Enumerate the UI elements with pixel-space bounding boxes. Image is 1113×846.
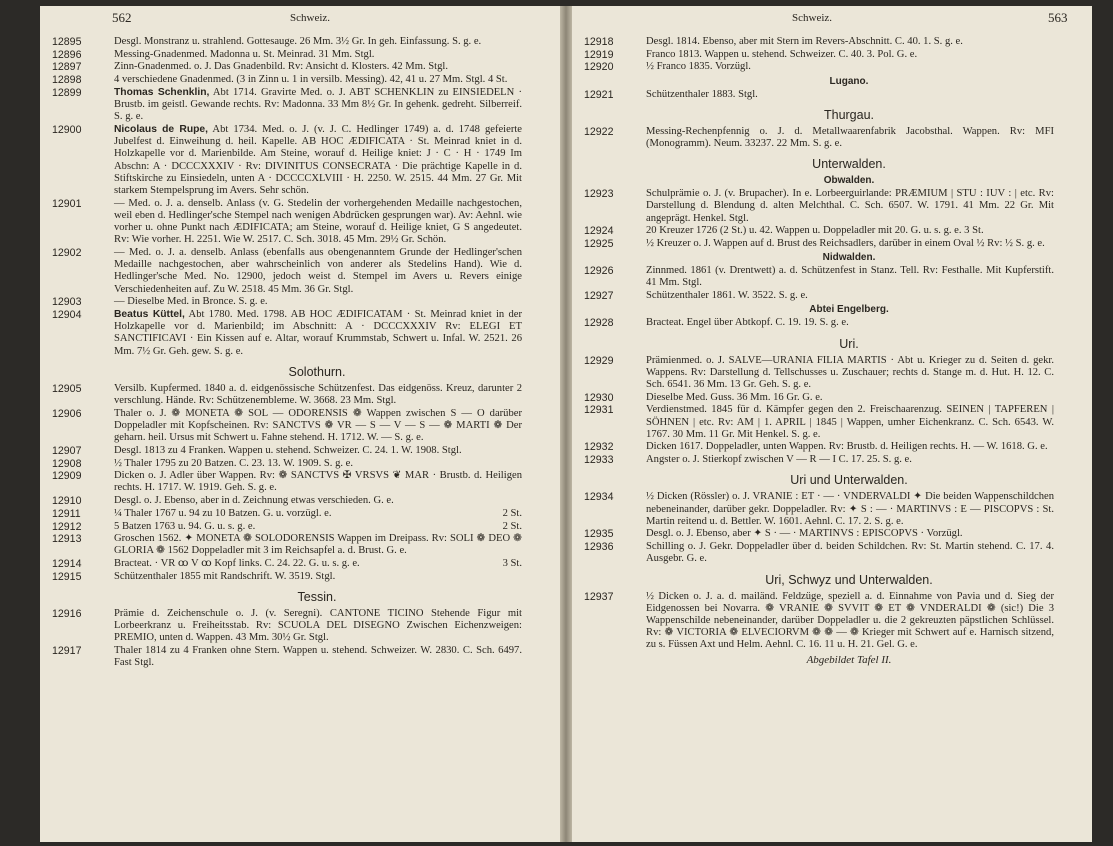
catalog-entry: [584, 355, 1054, 392]
book-gutter: [560, 6, 572, 842]
entry-text: Messing-Rechenpfennig o. J. d. Metallwaarenfabrik Jacobsthal. Wappen. Rv: MFI (Monogramm). Neum. 33237. 22 Mm. S. g. e.: [646, 125, 1054, 150]
entry-number: 12929: [584, 354, 614, 367]
catalog-entry: [52, 495, 522, 507]
catalog-entry: [52, 608, 522, 645]
entry-text: Schützenthaler 1861. W. 3522. S. g. e.: [646, 290, 808, 302]
running-title: Schweiz.: [792, 12, 833, 24]
catalog-entry: [584, 404, 1054, 441]
entry-number: 12898: [52, 74, 82, 87]
catalog-entry: [52, 533, 522, 557]
entry-number: 12928: [584, 317, 614, 330]
entry-number: 12900: [52, 123, 82, 136]
entry-number: 12927: [584, 290, 614, 303]
section-heading: Uri, Schwyz und Unterwalden.: [765, 572, 933, 587]
entry-text: Dieselbe Med. Guss. 36 Mm. 16 Gr. G. e.: [646, 391, 823, 403]
entry-number: 12918: [584, 36, 614, 48]
catalog-entry: [52, 558, 522, 570]
catalog-entry: [52, 408, 522, 445]
catalog-entry: [52, 445, 522, 457]
entry-text: Schützenthaler 1883. Stgl.: [646, 88, 758, 100]
left-page: [40, 6, 560, 842]
entry-text: ½ Franco 1835. Vorzügl.: [646, 61, 751, 73]
entry-number: 12926: [584, 265, 614, 278]
catalog-entry: [584, 89, 1054, 101]
catalog-entry: [584, 188, 1054, 225]
catalog-entry: [584, 454, 1054, 466]
right-page: [572, 6, 1092, 842]
catalog-entry: [584, 126, 1054, 150]
left-column: [52, 36, 522, 670]
entry-text: Schützenthaler 1855 mit Randschrift. W. 3519. Stgl.: [114, 570, 336, 582]
entry-number: 12903: [52, 296, 82, 309]
catalog-entry: [584, 61, 1054, 73]
entry-number: 12930: [584, 391, 614, 404]
catalog-entry: [584, 541, 1054, 565]
entry-text: Desgl. 1813 zu 4 Franken. Wappen u. stehend. Schweizer. C. 24. 1. W. 1908. Stgl.: [114, 444, 462, 456]
entry-text: Prämienmed. o. J. SALVE—URANIA FILIA MARTIS · Abt u. Krieger zu d. Seiten d. gekr. Wappens. Rv: Darstellung d. Tellschusses u. Zuschauer; rechts d. Stange m. d. Hut. H. 12. C. Sch. 6541. 36 Mm. 13 Gr. Geh. S. g. e.: [646, 354, 1054, 390]
catalog-entry: [52, 645, 522, 669]
entry-text: Zinnmed. 1861 (v. Drentwett) a. d. Schützenfest in Stanz. Tell. Rv: Festhalle. Mit Kupferstift. 41 Mm. Stgl.: [646, 265, 1054, 289]
page-number: 562: [112, 10, 132, 25]
entry-text: Schilling o. J. Gekr. Doppeladler über d. beiden Schildchen. Rv: St. Martin stehend. C. 17. 4. Ausgebr. G. e.: [646, 541, 1054, 565]
subsection-heading: Abtei Engelberg.: [809, 304, 889, 316]
entry-text: Verdienstmed. 1845 für d. Kämpfer gegen den 2. Freischaarenzug. SEINEN | TAPFEREN | SÖHNEN | etc. Rv: AM | 1. APRIL | 1845 | Wappen, umher Eichenkranz. C. Sch. 6543. W. 1767. 30 Mm. 11 Gr. Mit Henkel. S. g. e.: [646, 404, 1054, 440]
entry-text: Dicken 1617. Doppeladler, unten Wappen. Rv: Brustb. d. Heiligen rechts. H. — W. 1618. G. e.: [646, 441, 1048, 453]
entry-number: 12911: [52, 507, 81, 520]
entry-number: 12917: [52, 645, 82, 658]
catalog-entry: [52, 247, 522, 296]
entry-text: 4 verschiedene Gnadenmed. (3 in Zinn u. 1 in versilb. Messing). 42, 41 u. 27 Mm. Stgl. 4 St.: [114, 74, 508, 86]
entry-number: 12920: [584, 61, 614, 74]
entry-text: ½ Dicken (Rössler) o. J. VRANIE : ET · — · VNDERVALDI ✦ Die beiden Wappenschildchen nebeneinander, darüber gekr. Doppeladler. Rv: ✦ S : — · MARTINVS : E — PISCOPVS : St. Martin reitend u. d. Bettler. W. 1601. Aehnl. C. 17. 2. S. g. e.: [646, 491, 1054, 527]
entry-text: Dicken o. J. Adler über Wappen. Rv: ❁ SANCTVS ✠ VRSVS ❦ MAR · Brustb. d. Heiligen rechts. H. 1717. W. 1919. Geh. S. g. e.: [114, 470, 522, 494]
entry-number: 12922: [584, 125, 614, 138]
catalog-entry: [584, 36, 1054, 48]
entry-text: — Med. o. J. a. denselb. Anlass (v. G. Stedelin der vorhergehenden Medaille nachgestochen, weil eben d. Hedlinger'sche Stempel nach wenigen Abdrücken gesprungen war). Av: Aehnl. wie vorher u. ohne Punkt nach ÆDIFICATA; am Steine, worauf d. Heilige kniet, G S angedeutet. Rv: Wie vorher. H. 2251. Wie W. 2517. C. Sch. 3018. 45 Mm. 29½ Gr. Schön.: [114, 197, 522, 246]
catalog-entry: [584, 290, 1054, 302]
entry-text: Thaler 1814 zu 4 Franken ohne Stern. Wappen u. stehend. Schweizer. W. 2830. C. Sch. 6497. Fast Stgl.: [114, 645, 522, 669]
right-column: [584, 36, 1054, 666]
entry-number: 12902: [52, 246, 82, 259]
subsection-heading: Lugano.: [829, 75, 869, 87]
entry-text: ½ Dicken o. J. a. d. mailänd. Feldzüge, speziell a. d. Einnahme von Pavia und d. Sieg der Eidgenossen bei Novarra. ❁ VRANIE ❁ SVVIT ❁ ET ❁ VNDERALDI ❁ (sic!) Die 3 Wappenschilde nebeneinander, darüber Doppeladler u. die 2 gekreuzten päpstlichen Schlüssel. Rv: ❁ VICTORIA ❁ ELVECIORVM ❁ ❁ — ❁ Krieger mit Schwert auf e. Harnisch sitzend, zu s. Füssen Axt und Helm. Aehnl. C. 16. 11 u. H. 21. Gel. G. e.: [646, 590, 1054, 651]
section-heading: Thurgau.: [823, 107, 875, 122]
entry-number: 12937: [584, 590, 614, 603]
catalog-entry: [52, 124, 522, 197]
entry-number: 12923: [584, 188, 614, 201]
entry-text: Desgl. Monstranz u. strahlend. Gottesauge. 26 Mm. 3½ Gr. In geh. Einfassung. S. g. e.: [114, 36, 482, 47]
entry-text: Bracteat. · VR ꝏ V ꝏ Kopf links. C. 24. 22. G. u. s. g. e.: [114, 558, 360, 570]
entry-number: 12936: [584, 541, 614, 554]
entry-count: 3 St.: [502, 558, 522, 570]
entry-text: Desgl. 1814. Ebenso, aber mit Stern im Revers-Abschnitt. C. 40. 1. S. g. e.: [646, 36, 963, 47]
entry-text: Angster o. J. Stierkopf zwischen V — R — I C. 17. 25. S. g. e.: [646, 454, 912, 466]
entry-count: 2 St.: [502, 507, 522, 519]
catalog-entry: [52, 296, 522, 308]
entry-text: Messing-Gnadenmed. Madonna u. St. Meinrad. 31 Mm. Stgl.: [114, 48, 375, 60]
entry-number: 12905: [52, 382, 82, 395]
entry-number: 12934: [584, 491, 614, 504]
section-heading: Uri und Unterwalden.: [790, 473, 908, 488]
entry-text: Abt 1734. Med. o. J. (v. J. C. Hedlinger 1749) a. d. 1748 gefeierte Jubelfest d. Einweihung d. heil. Kapelle. AB HOC ÆDIFICATA · St. Meinrad kniet in d. Holzkapelle vor d. Marienbilde. Am Steine, worauf d. Heilige kniet: J · C · H · 1749 Im Abschn: A · DCCCXXXIV · Rv: DIVINITUS CONSECRATA · Die prächtige Kapelle in d. Stiftskirche zu Einsiedeln, unten A · DCCCCXLVIII · H. 2250. W. 2515. 44 Mm. 27 Gr. Mit starkem Stempelsprung im Avers. Sehr schön.: [114, 123, 522, 196]
section-heading: Uri.: [839, 336, 859, 351]
entry-number: 12908: [52, 457, 82, 470]
entry-number: 12919: [584, 48, 614, 61]
catalog-entry: [584, 317, 1054, 329]
entry-number: 12904: [52, 308, 82, 321]
entry-number: 12906: [52, 407, 82, 420]
subsection-heading: Nidwalden.: [822, 252, 876, 264]
entry-text: Desgl. o. J. Ebenso, aber in d. Zeichnung etwas verschieden. G. e.: [114, 495, 394, 507]
entry-text: Franco 1813. Wappen u. stehend. Schweizer. C. 40. 3. Pol. G. e.: [646, 48, 918, 60]
entry-number: 12912: [52, 520, 82, 533]
entry-number: 12896: [52, 48, 82, 61]
section-heading: Tessin.: [297, 590, 337, 605]
entry-number: 12901: [52, 197, 82, 210]
entry-number: 12913: [52, 533, 82, 546]
entry-number: 12907: [52, 444, 82, 457]
entry-text: Prämie d. Zeichenschule o. J. (v. Seregni). CANTONE TICINO Stehende Figur mit Lorbeerkranz u. Freiheitsstab. Rv: SCUOLA DEL DISEGNO Zwischen Eichenzweigen: PREMIO, unten d. Wappen. 43 Mm. 30½ Gr. Stgl.: [114, 608, 522, 644]
page-number: 563: [1048, 10, 1068, 25]
entry-text: 20 Kreuzer 1726 (2 St.) u. 42. Wappen u. Doppeladler mit 20. G. u. s. g. e. 3 St.: [646, 225, 984, 237]
catalog-entry: [52, 521, 522, 533]
entry-number: 12931: [584, 404, 614, 417]
entry-text: 5 Batzen 1763 u. 94. G. u. s. g. e.: [114, 520, 256, 532]
catalog-entry: [52, 508, 522, 520]
section-heading: Solothurn.: [288, 364, 346, 379]
entry-number: 12916: [52, 608, 82, 621]
entry-text: Abt 1714. Gravirte Med. o. J. ABT SCHENKLIN zu EINSIEDELN · Brustb. im geistl. Gewande rechts. Rv: Madonna. 33 Mm 8½ Gr. In gehenk. gedreht. Silberreif. S. g. e.: [114, 86, 522, 123]
entry-text: — Dieselbe Med. in Bronce. S. g. e.: [114, 296, 268, 308]
entry-number: 12935: [584, 528, 614, 541]
catalog-entry: [584, 528, 1054, 540]
entry-name: Thomas Schenklin,: [114, 86, 210, 98]
entry-number: 12914: [52, 558, 82, 571]
catalog-entry: [584, 441, 1054, 453]
section-heading: Unterwalden.: [812, 157, 886, 172]
catalog-entry: [52, 74, 522, 86]
catalog-entry: [52, 198, 522, 247]
catalog-entry: [584, 392, 1054, 404]
entry-text: Groschen 1562. ✦ MONETA ❁ SOLODORENSIS Wappen im Dreipass. Rv: SOLI ❁ DEO ❁ GLORIA ❁ 1562 Doppeladler mit 3 im Reichsapfel a. d. Brust. G. e.: [114, 533, 522, 557]
entry-text: Schulprämie o. J. (v. Brupacher). In e. Lorbeerguirlande: PRÆMIUM | STU : IUV : | etc. Rv: Darstellung d. Blendung d. alten Melchthal. C. Sch. 6507. W. 1791. 41 Mm. 22 Gr. Mit angeprägt. Henkel. Stgl.: [646, 188, 1054, 224]
entry-number: 12932: [584, 441, 614, 454]
catalog-entry: [584, 225, 1054, 237]
entry-text: ½ Kreuzer o. J. Wappen auf d. Brust des Reichsadlers, darüber in einem Oval ½ Rv: ½ S. g. e.: [646, 238, 1045, 250]
catalog-entry: [52, 458, 522, 470]
entry-number: 12924: [584, 225, 614, 238]
catalog-entry: [52, 49, 522, 61]
catalog-entry: [52, 309, 522, 358]
plate-reference: Abgebildet Tafel II.: [806, 653, 892, 666]
entry-number: 12933: [584, 454, 614, 467]
catalog-entry: [584, 238, 1054, 250]
entry-number: 12910: [52, 495, 82, 508]
catalog-entry: [584, 265, 1054, 289]
entry-number: 12921: [584, 88, 614, 101]
subsection-heading: Obwalden.: [823, 175, 875, 187]
entry-text: Bracteat. Engel über Abtkopf. C. 19. 19. S. g. e.: [646, 317, 849, 329]
catalog-entry: [584, 591, 1054, 652]
catalog-entry: [52, 470, 522, 494]
entry-name: Nicolaus de Rupe,: [114, 123, 208, 135]
catalog-entry: [584, 49, 1054, 61]
entry-number: 12897: [52, 61, 82, 74]
catalog-entry: [52, 87, 522, 124]
entry-text: ½ Thaler 1795 zu 20 Batzen. C. 23. 13. W. 1909. S. g. e.: [114, 457, 354, 469]
entry-text: Desgl. o. J. Ebenso, aber ✦ S · — · MARTINVS : EPISCOPVS · Vorzügl.: [646, 528, 963, 540]
entry-text: ¼ Thaler 1767 u. 94 zu 10 Batzen. G. u. vorzügl. e.: [114, 507, 332, 519]
entry-number: 12909: [52, 470, 82, 483]
catalog-entry: [52, 571, 522, 583]
entry-number: 12915: [52, 570, 82, 583]
entry-text: Zinn-Gnadenmed. o. J. Das Gnadenbild. Rv: Ansicht d. Klosters. 42 Mm. Stgl.: [114, 61, 448, 73]
entry-number: 12895: [52, 36, 82, 48]
catalog-entry: [52, 36, 522, 48]
entry-number: 12925: [584, 238, 614, 251]
catalog-entry: [52, 61, 522, 73]
entry-name: Beatus Küttel,: [114, 308, 185, 320]
entry-count: 2 St.: [502, 520, 522, 532]
entry-text: Thaler o. J. ❁ MONETA ❁ SOL — ODORENSIS ❁ Wappen zwischen S — O darüber Doppeladler mit Kopfscheinen. Rv: SANCTVS ❁ VR — S — V — S — ❁ MARTI ❁ Der geharn. heil. Ursus mit Schwert u. Fahne stehend. H. 1712. W. — S. g. e.: [114, 407, 522, 444]
catalog-entry: [52, 383, 522, 407]
entry-text: Versilb. Kupfermed. 1840 a. d. eidgenössische Schützenfest. Das eidgenöss. Kreuz, darunter 2 verschlung. Hände. Rv: Schützenembleme. W. 3668. 23 Mm. Stgl.: [114, 382, 522, 406]
entry-text: — Med. o. J. a. denselb. Anlass (ebenfalls aus obengenanntem Grunde der Hedlinger'schen Medaille nachgestochen, aber wahrscheinlich von anderer als Stedelins Hand). Wie d. Hedlinger'sche Med. No. 12900, jedoch weist d. Stempel im Avers u. Revers einige Verschiedenheiten auf. Zu W. 2518. 45 Mm. 36 Gr. Stgl.: [114, 246, 522, 295]
catalog-entry: [584, 491, 1054, 528]
running-title: Schweiz.: [290, 12, 331, 24]
entry-number: 12899: [52, 86, 82, 99]
entry-text: Abt 1780. Med. 1798. AB HOC ÆDIFICATAM · St. Meinrad kniet in der Holzkapelle vor d. Marienbild; im Abschnitt: A · DCCCXXXIV Rv: ELEGI ET SANCTIFICAVI · Ein Kissen auf e. Altar, worauf Krummstab, Schwert u. Infal. W. 2521. 26 Mm. 7½ Gr. Geh. gew. S. g. e.: [114, 308, 522, 357]
